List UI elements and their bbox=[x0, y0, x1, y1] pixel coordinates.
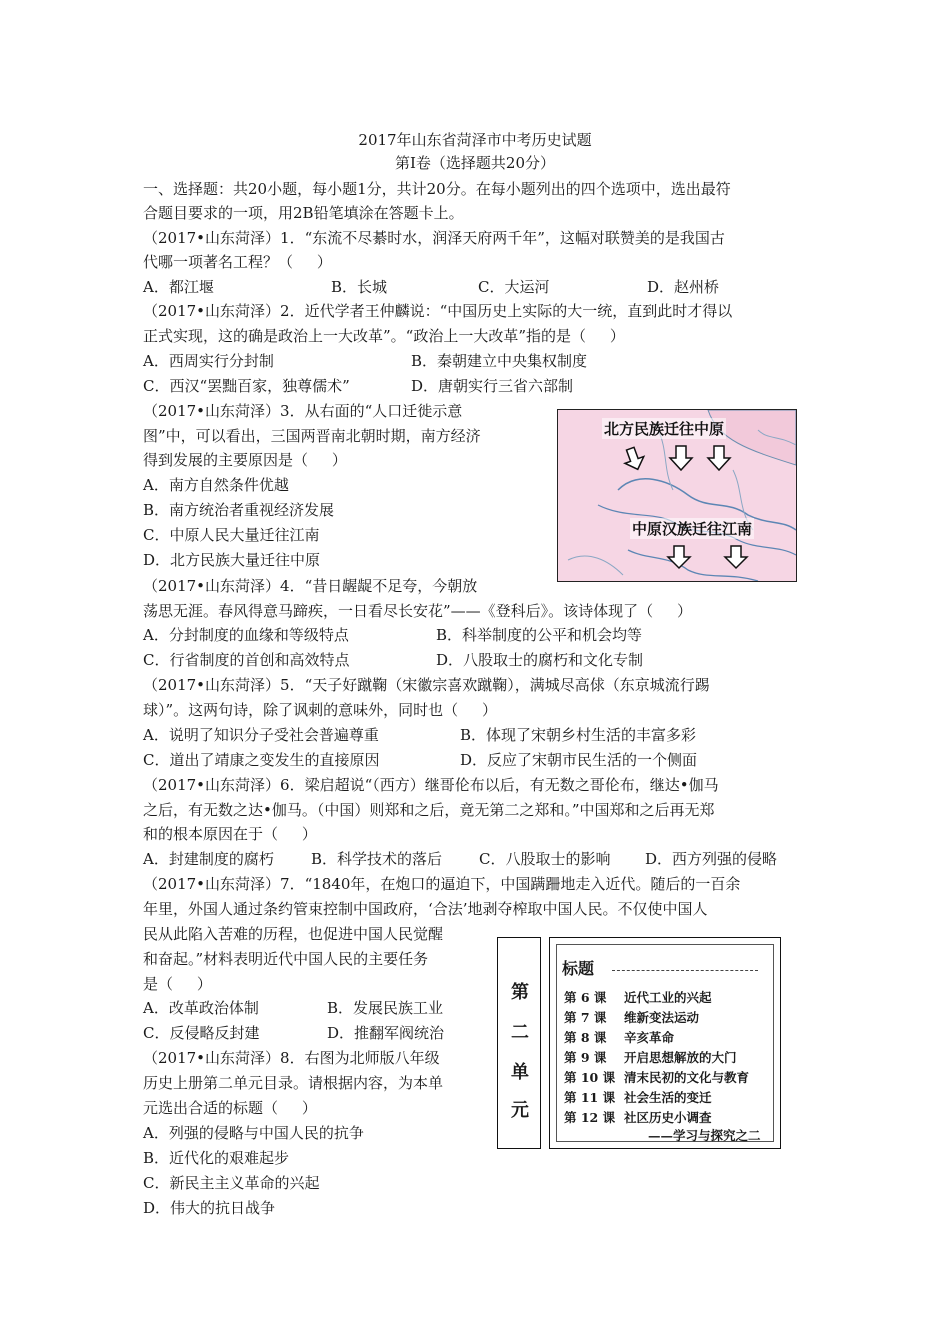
question-2-option-d: D．唐朝实行三省六部制 bbox=[411, 377, 574, 395]
lesson-title: 社会生活的变迁 bbox=[624, 1090, 712, 1105]
question-1-option-a: A．都江堰 bbox=[143, 278, 214, 296]
question-5-option-b: B．体现了宋朝乡村生活的丰富多彩 bbox=[460, 726, 697, 744]
unit-side-char: 第 bbox=[511, 982, 529, 1003]
question-6-option-b: B．科学技术的落后 bbox=[311, 850, 443, 868]
question-5-option-d: D．反应了宋朝市民生活的一个侧面 bbox=[460, 751, 698, 769]
question-8-option-a: A．列强的侵略与中国人民的抗争 bbox=[143, 1124, 364, 1142]
question-8-line-2: 历史上册第二单元目录。请根据内容，为本单 bbox=[143, 1074, 444, 1092]
question-5-option-c: C．道出了靖康之变发生的直接原因 bbox=[143, 751, 380, 769]
question-7-line-3: 民从此陷入苦难的历程，也促进中国人民觉醒 bbox=[143, 925, 444, 943]
question-8-option-d: D．伟大的抗日战争 bbox=[143, 1199, 276, 1217]
arrow-down-icon bbox=[668, 546, 690, 568]
question-7-line-1: （2017•山东菏泽）7．“1840年，在炮口的逼迫下，中国蹒跚地走入近代。随后的一百余 bbox=[143, 875, 741, 893]
arrow-down-icon bbox=[708, 446, 730, 470]
question-4-line-1: （2017•山东菏泽）4．“昔日龌龊不足夸，今朝放 bbox=[143, 577, 478, 595]
question-6-line-2: 之后，有无数之达•伽马。（中国）则郑和之后，竟无第二之郑和。”中国郑和之后再无郑 bbox=[143, 801, 715, 819]
question-2-option-c: C．西汉“罢黜百家，独尊儒术” bbox=[143, 377, 350, 395]
unit-side-char: 元 bbox=[511, 1100, 529, 1121]
question-6-option-a: A．封建制度的腐朽 bbox=[143, 850, 274, 868]
lesson-row bbox=[564, 1108, 712, 1126]
lesson-title: 社区历史小调查 bbox=[624, 1110, 712, 1125]
unit-side-char: 单 bbox=[511, 1062, 529, 1083]
arrow-down-icon bbox=[725, 546, 747, 568]
question-3-line-2: 图”中，可以看出，三国两晋南北朝时期，南方经济 bbox=[143, 427, 481, 445]
arrow-down-icon bbox=[621, 445, 647, 473]
lesson-title: 开启思想解放的大门 bbox=[624, 1050, 737, 1065]
map-label-south: 中原汉族迁往江南 bbox=[632, 520, 753, 538]
exam-title: 2017年山东省菏泽市中考历史试题 bbox=[358, 131, 592, 149]
question-6-option-d: D．西方列强的侵略 bbox=[645, 850, 778, 868]
question-3-option-d: D．北方民族大量迁往中原 bbox=[143, 551, 321, 569]
question-1-option-b: B．长城 bbox=[331, 278, 388, 296]
question-3-option-c: C．中原人民大量迁往江南 bbox=[143, 526, 320, 544]
lesson-row bbox=[564, 1048, 737, 1066]
lesson-title: 近代工业的兴起 bbox=[624, 990, 712, 1005]
instructions-line-2: 合题目要求的一项，用2B铅笔填涂在答题卡上。 bbox=[143, 204, 464, 222]
question-3-line-3: 得到发展的主要原因是（ ） bbox=[143, 451, 347, 469]
question-5-line-2: 球）”。这两句诗，除了讽刺的意味外，同时也（ ） bbox=[143, 701, 498, 719]
arrow-down-icon bbox=[670, 446, 692, 470]
question-5-line-1: （2017•山东菏泽）5．“天子好蹴鞠（宋徽宗喜欢蹴鞠），满城尽高俅（东京城流行踢 bbox=[143, 676, 710, 694]
lesson-title: 清末民初的文化与教育 bbox=[624, 1070, 750, 1085]
lesson-number: 第 8 课 bbox=[564, 1030, 607, 1045]
lesson-title: 辛亥革命 bbox=[624, 1030, 675, 1045]
lesson-number: 第 10 课 bbox=[564, 1070, 616, 1085]
question-6-line-1: （2017•山东菏泽）6．梁启超说“（西方）继哥伦布以后，有无数之哥伦布，继达•伽马 bbox=[143, 776, 719, 794]
question-7-option-c: C．反侵略反封建 bbox=[143, 1024, 260, 1042]
question-4-line-2: 荡思无涯。春风得意马蹄疾，一日看尽长安花”——《登科后》。该诗体现了（ ） bbox=[143, 602, 693, 620]
question-5-option-a: A．说明了知识分子受社会普遍尊重 bbox=[143, 726, 379, 744]
question-8-option-b: B．近代化的艰难起步 bbox=[143, 1149, 290, 1167]
lesson-row bbox=[564, 1088, 712, 1106]
unit-side-char: 二 bbox=[511, 1022, 529, 1043]
exam-subtitle: 第Ⅰ卷（选择题共20分） bbox=[394, 154, 555, 172]
question-8-option-c: C．新民主主义革命的兴起 bbox=[143, 1174, 320, 1192]
question-2-line-1: （2017•山东菏泽）2．近代学者王仲麟说：“中国历史上实际的大一统，直到此时才得以 bbox=[143, 302, 733, 320]
question-6-option-c: C．八股取士的影响 bbox=[479, 850, 611, 868]
question-2-option-b: B．秦朝建立中央集权制度 bbox=[411, 352, 588, 370]
question-7-line-5: 是（ ） bbox=[143, 975, 212, 993]
question-3-option-b: B．南方统治者重视经济发展 bbox=[143, 501, 335, 519]
question-8-line-1: （2017•山东菏泽）8．右图为北师版八年级 bbox=[143, 1049, 440, 1067]
question-1-line-1: （2017•山东菏泽）1．“东流不尽綦时水，润泽天府两千年”，这幅对联赞美的是我国古 bbox=[143, 229, 725, 247]
lesson-number: 第 11 课 bbox=[564, 1090, 616, 1105]
unit-side-label bbox=[497, 937, 541, 1149]
question-7-option-a: A．改革政治体制 bbox=[143, 999, 259, 1017]
lesson-number: 第 7 课 bbox=[564, 1010, 607, 1025]
question-1-option-d: D．赵州桥 bbox=[647, 278, 720, 296]
unit-title-blank-line bbox=[612, 970, 758, 971]
question-6-line-3: 和的根本原因在于（ ） bbox=[143, 825, 317, 843]
lesson-row bbox=[564, 1028, 675, 1046]
question-7-line-2: 年里，外国人通过条约管束控制中国政府，‘合法’地剥夺榨取中国人民。不仅使中国人 bbox=[143, 900, 708, 918]
question-1-line-2: 代哪一项著名工程？（ ） bbox=[143, 253, 332, 271]
question-2-option-a: A．西周实行分封制 bbox=[143, 352, 274, 370]
lesson-12-subtitle: ——学习与探究之二 bbox=[648, 1128, 761, 1143]
question-2-line-2: 正式实现，这的确是政治上一大改革”。“政治上一大改革”指的是（ ） bbox=[143, 327, 625, 345]
question-8-line-3: 元选出合适的标题（ ） bbox=[143, 1099, 317, 1117]
lesson-number: 第 9 课 bbox=[564, 1050, 607, 1065]
question-4-option-b: B．科举制度的公平和机会均等 bbox=[436, 626, 643, 644]
lesson-title: 维新变法运动 bbox=[624, 1010, 700, 1025]
question-4-option-c: C．行省制度的首创和高效特点 bbox=[143, 651, 350, 669]
map-label-north: 北方民族迁往中原 bbox=[604, 420, 725, 438]
question-7-line-4: 和奋起。”材料表明近代中国人民的主要任务 bbox=[143, 950, 429, 968]
question-7-option-b: B．发展民族工业 bbox=[327, 999, 444, 1017]
lesson-number: 第 12 课 bbox=[564, 1110, 616, 1125]
migration-map bbox=[557, 409, 797, 582]
question-3-option-a: A．南方自然条件优越 bbox=[143, 476, 289, 494]
question-7-option-d: D．推翻军阀统治 bbox=[327, 1024, 445, 1042]
lesson-row bbox=[564, 1008, 700, 1026]
lesson-row bbox=[564, 988, 712, 1006]
question-4-option-d: D．八股取士的腐朽和文化专制 bbox=[436, 651, 644, 669]
question-1-option-c: C．大运河 bbox=[478, 278, 550, 296]
question-3-line-1: （2017•山东菏泽）3．从右面的“人口迁徙示意 bbox=[143, 402, 463, 420]
instructions-line-1: 一、选择题：共20小题，每小题1分，共计20分。在每小题列出的四个选项中，选出最符 bbox=[143, 180, 731, 198]
lesson-row bbox=[564, 1068, 750, 1086]
unit-title-placeholder: 标题 bbox=[562, 959, 595, 978]
lesson-number: 第 6 课 bbox=[564, 990, 607, 1005]
question-4-option-a: A．分封制度的血缘和等级特点 bbox=[143, 626, 349, 644]
